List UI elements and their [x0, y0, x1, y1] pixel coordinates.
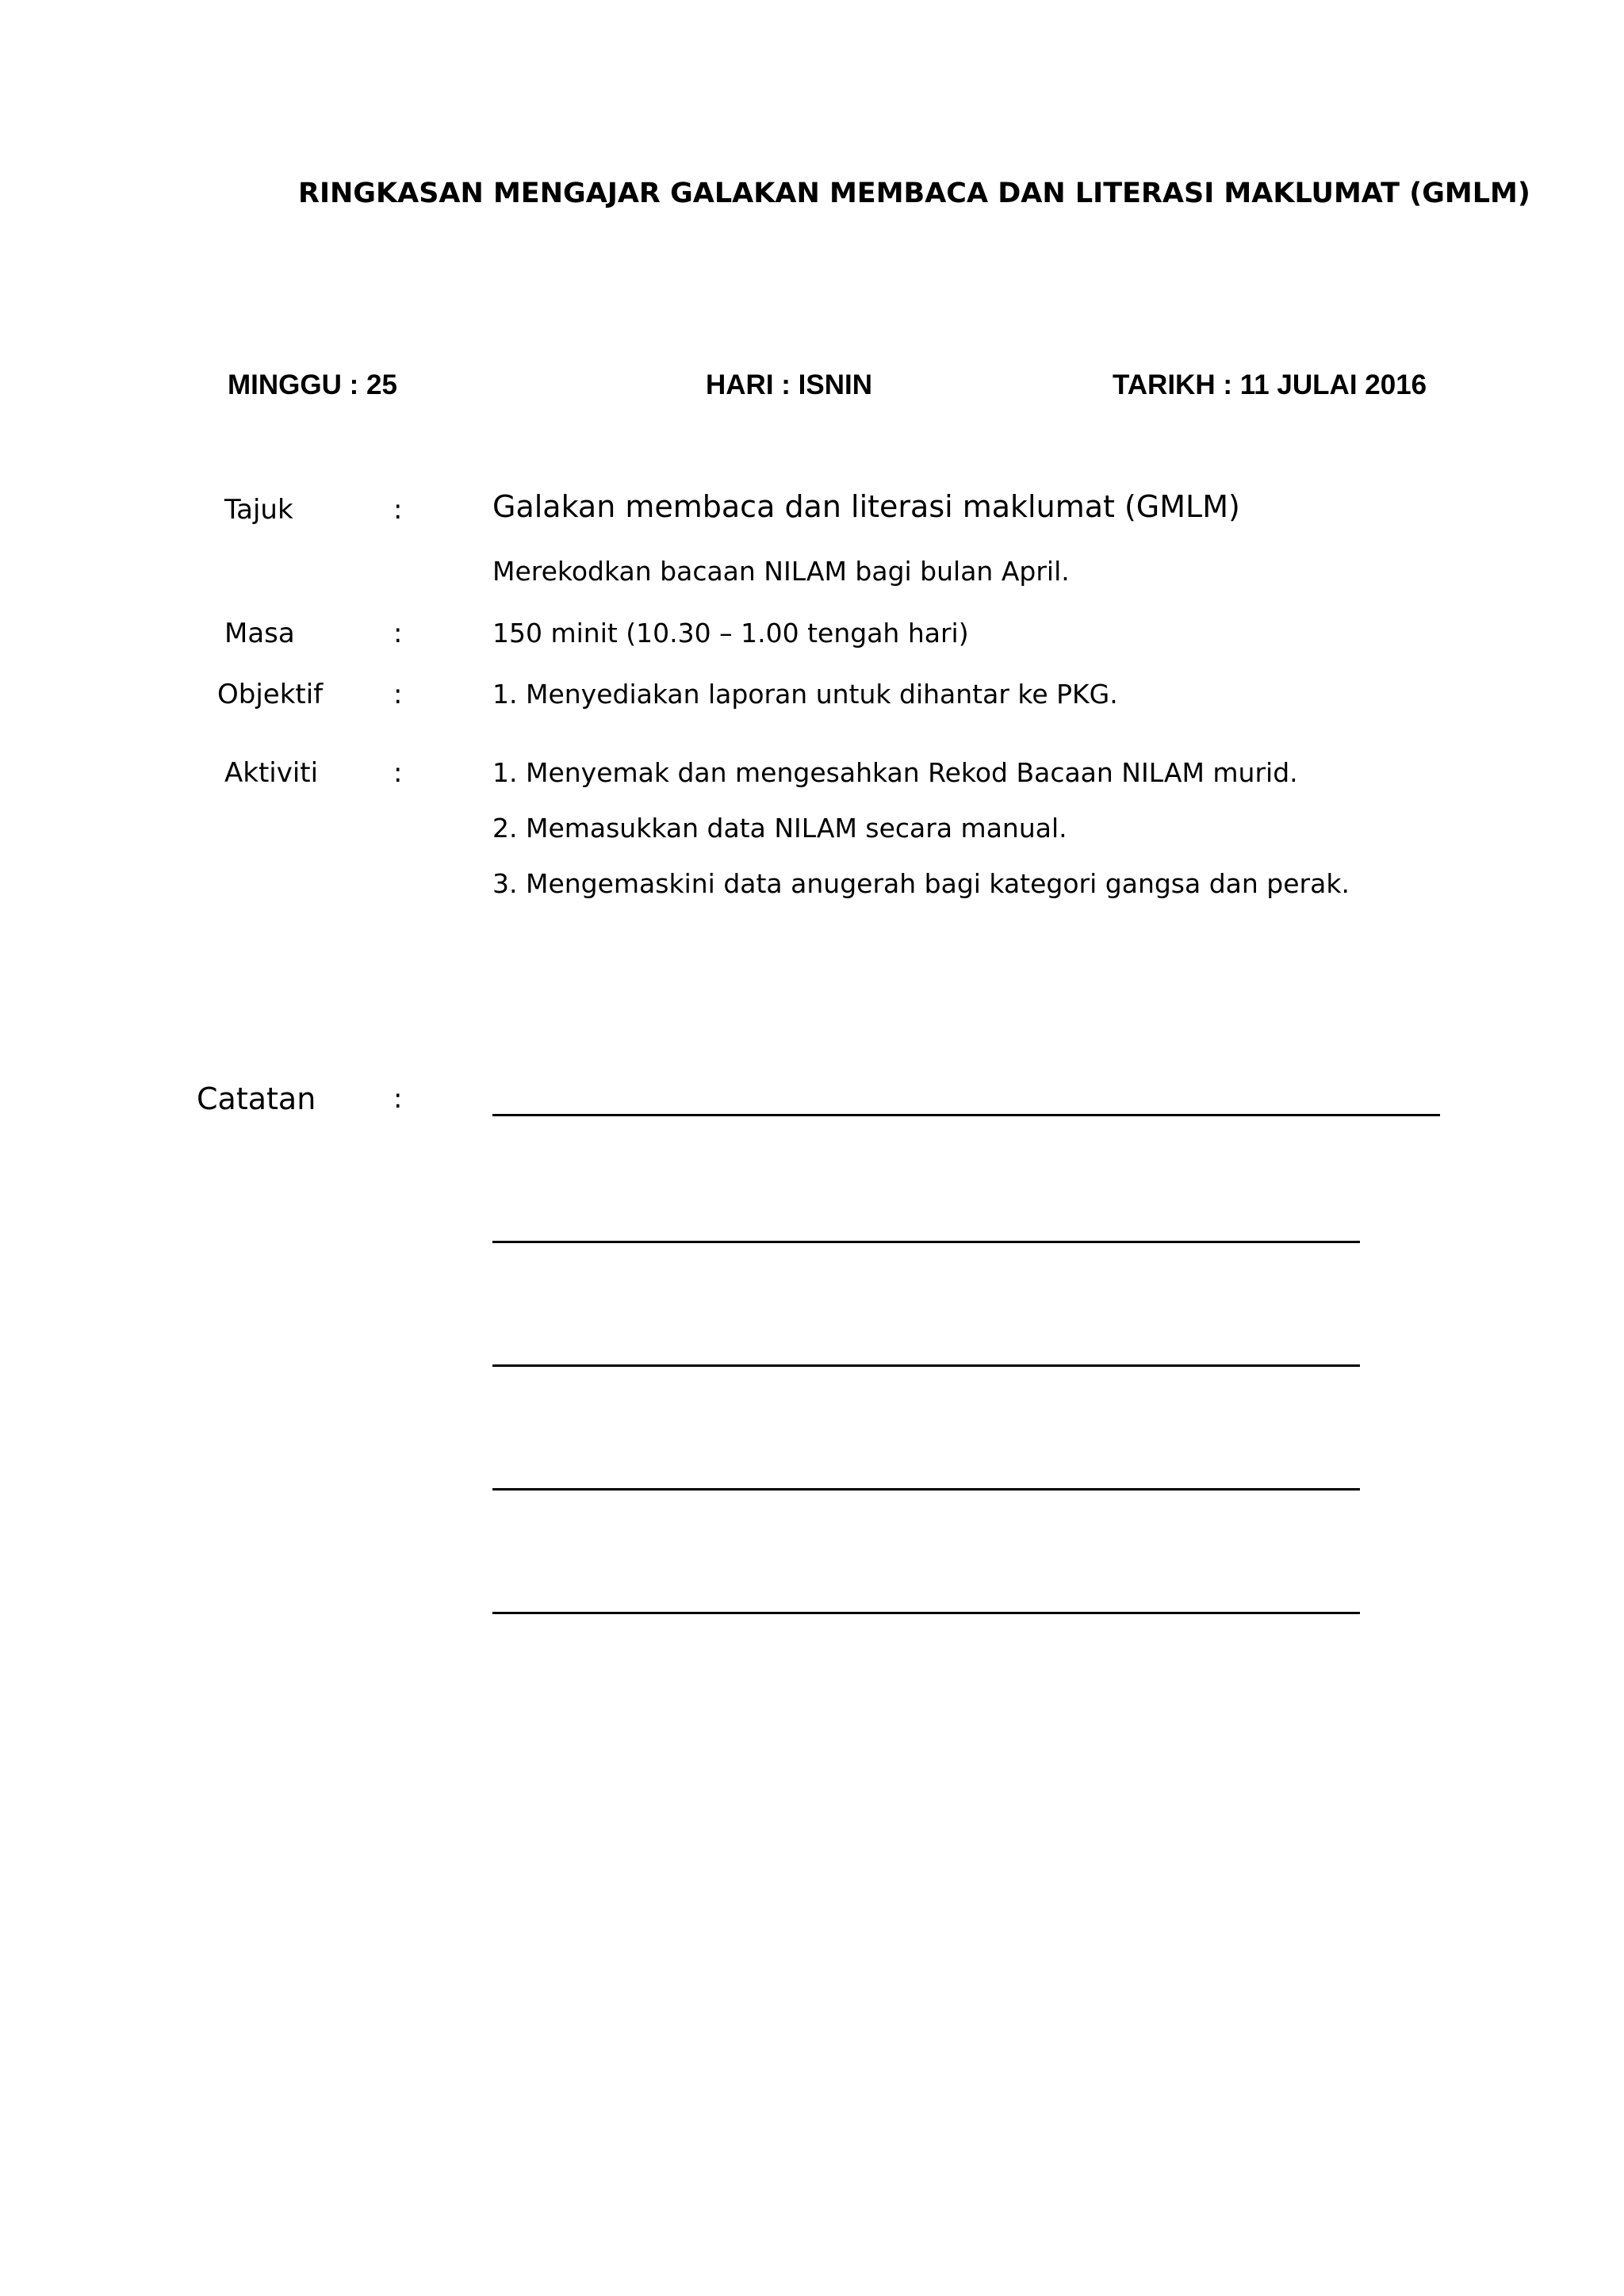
catatan-colon: :: [393, 1083, 403, 1115]
objektif-value: 1. Menyediakan laporan untuk dihantar ke PKG.: [492, 679, 1118, 710]
note-writing-line: [492, 1612, 1360, 1614]
tajuk-label: Tajuk: [224, 494, 293, 526]
aktiviti-label: Aktiviti: [224, 757, 319, 789]
week-info: MINGGU : 25: [228, 369, 397, 400]
aktiviti-item: 2. Memasukkan data NILAM secara manual.: [492, 813, 1067, 844]
note-writing-line: [492, 1241, 1360, 1243]
aktiviti-item: 3. Mengemaskini data anugerah bagi kategori gangsa dan perak.: [492, 868, 1350, 899]
objektif-colon: :: [393, 679, 403, 710]
document-title: RINGKASAN MENGAJAR GALAKAN MEMBACA DAN LITERASI MAKLUMAT (GMLM): [298, 178, 1530, 209]
catatan-label: Catatan: [197, 1081, 316, 1116]
objektif-label: Objektif: [217, 679, 324, 710]
note-writing-line: [492, 1364, 1360, 1367]
tajuk-value: Galakan membaca dan literasi maklumat (GMLM): [492, 489, 1240, 524]
aktiviti-colon: :: [393, 757, 403, 789]
masa-label: Masa: [224, 618, 295, 649]
masa-colon: :: [393, 618, 403, 649]
day-info: HARI : ISNIN: [706, 369, 872, 400]
masa-value: 150 minit (10.30 – 1.00 tengah hari): [492, 618, 969, 649]
aktiviti-item: 1. Menyemak dan mengesahkan Rekod Bacaan NILAM murid.: [492, 757, 1298, 788]
note-writing-line: [492, 1114, 1440, 1116]
tajuk-subvalue: Merekodkan bacaan NILAM bagi bulan April.: [492, 556, 1070, 587]
note-writing-line: [492, 1488, 1360, 1490]
date-info: TARIKH : 11 JULAI 2016: [1113, 369, 1427, 400]
tajuk-colon: :: [393, 494, 403, 526]
